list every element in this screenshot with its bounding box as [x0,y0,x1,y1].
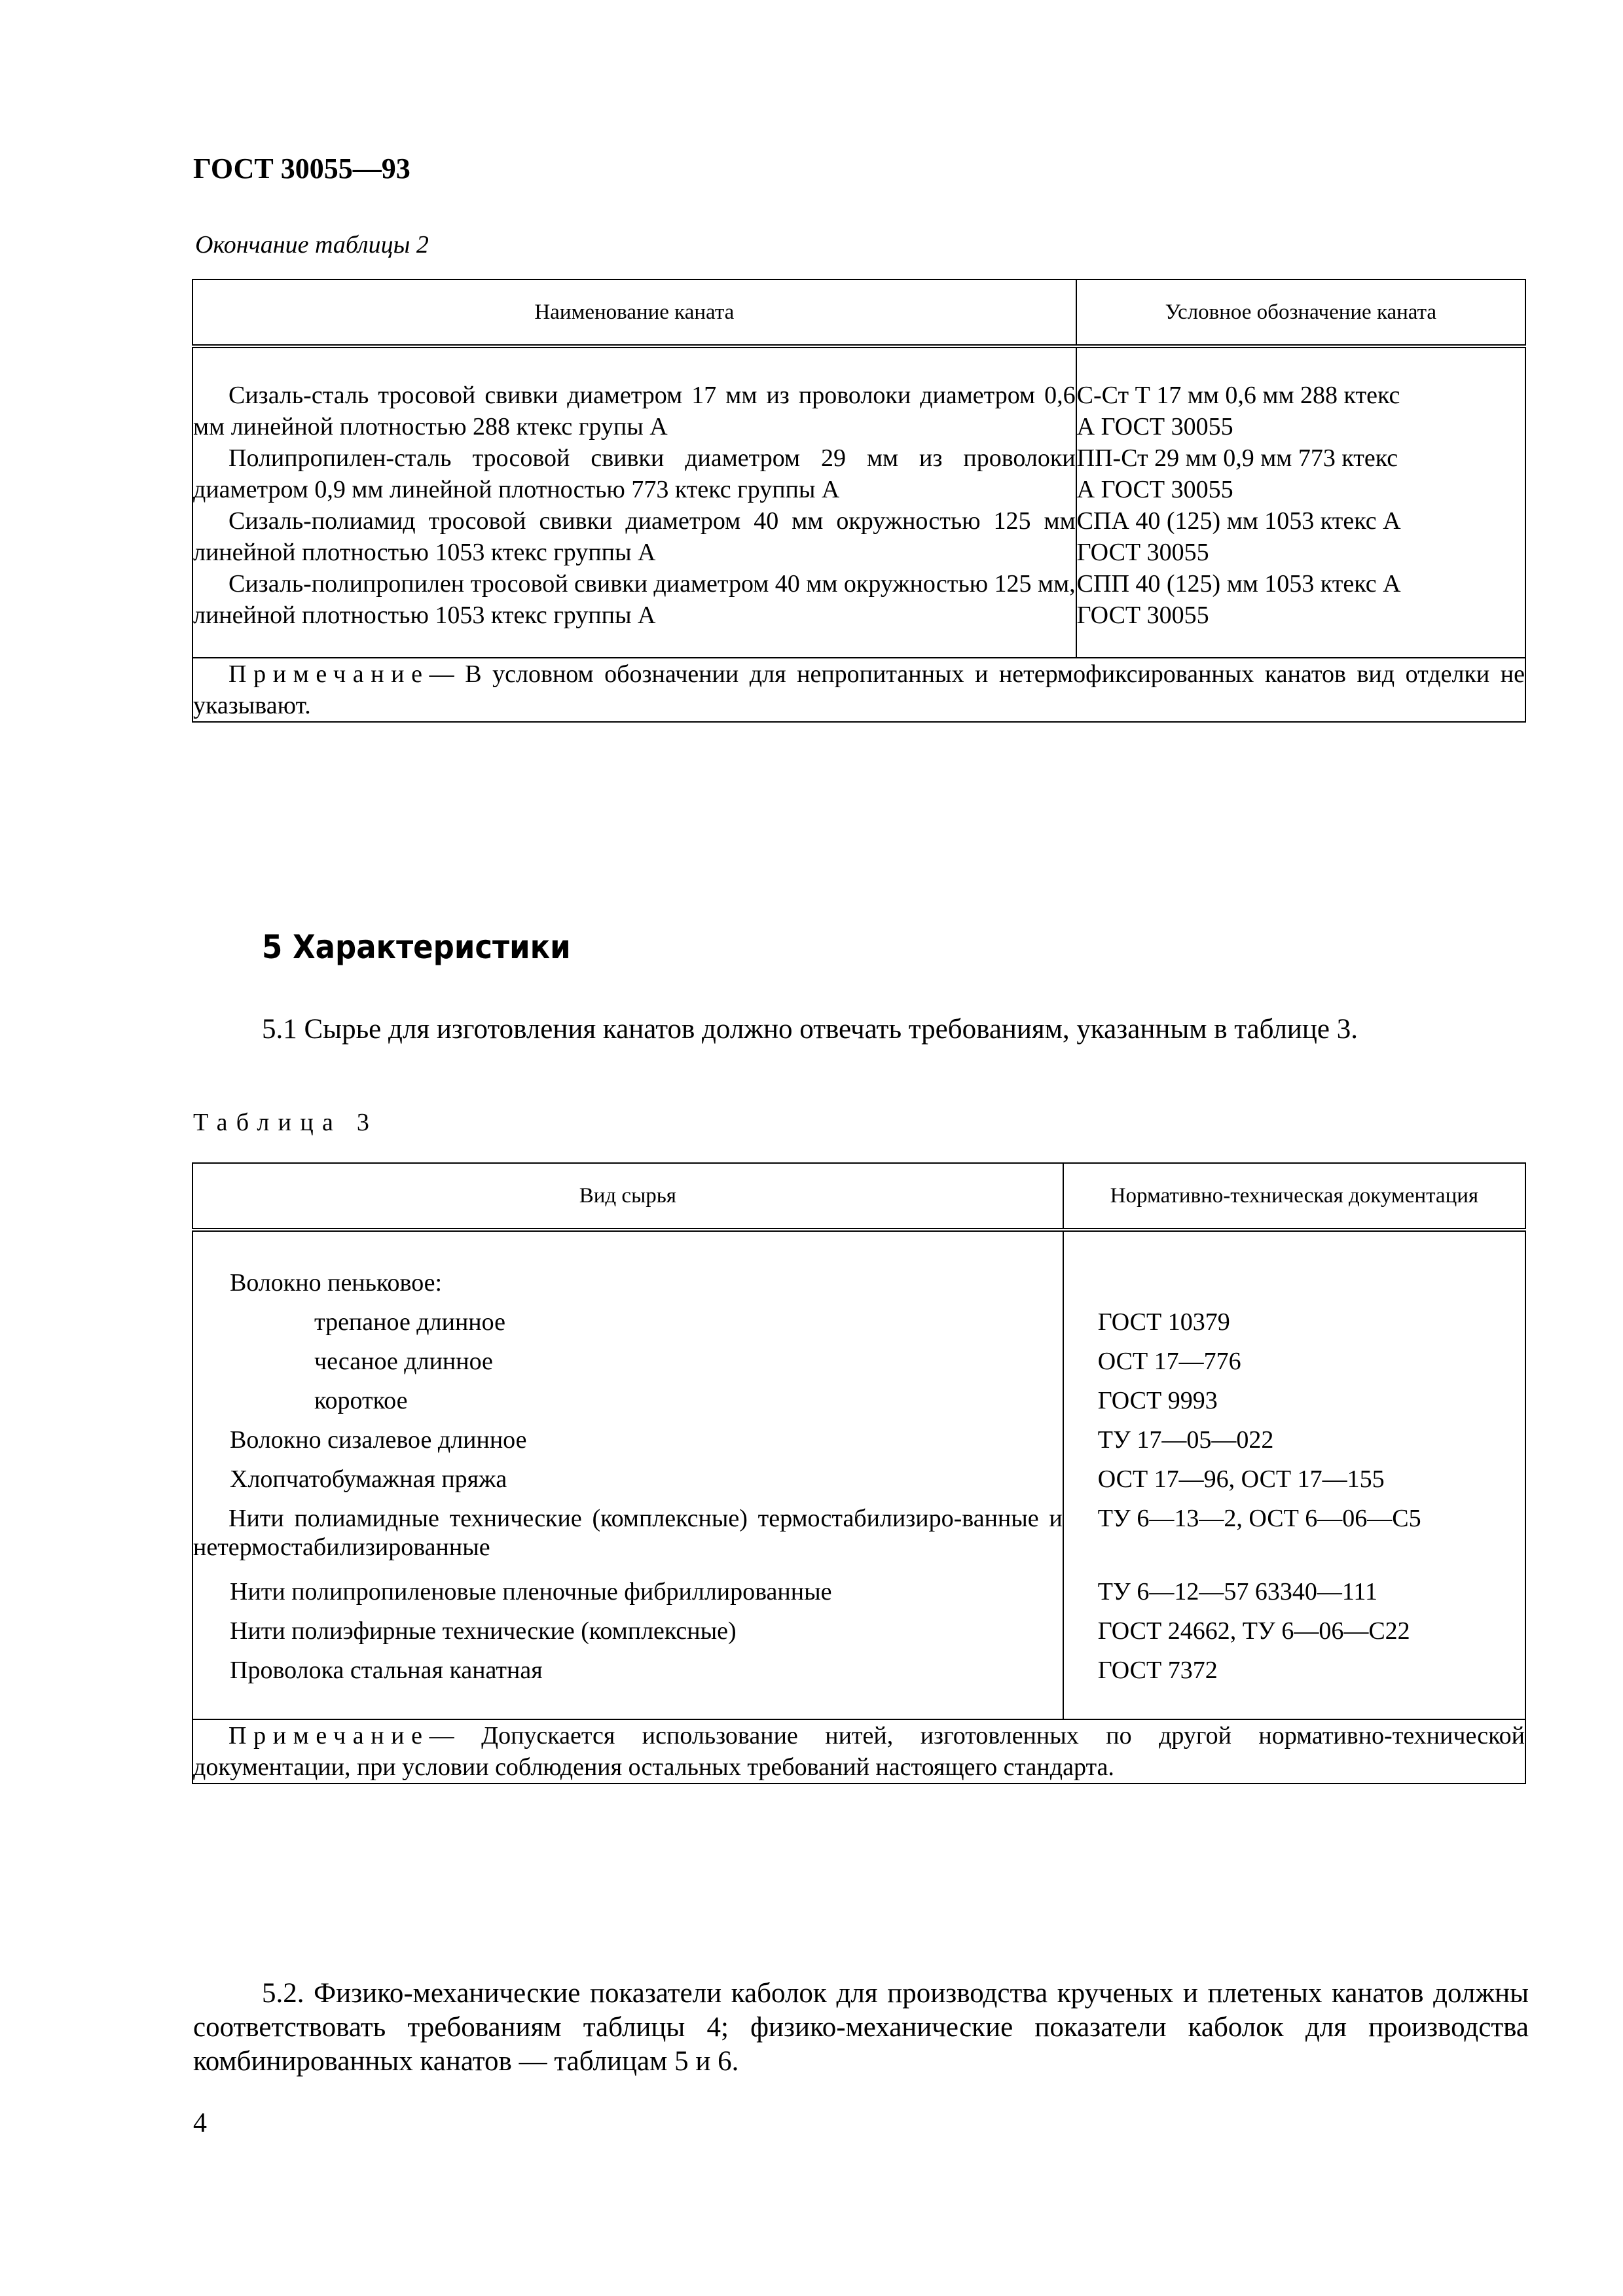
table3-header-name: Вид сырья [192,1163,1063,1230]
table-2 [192,279,1526,723]
table2-row-code: СПП 40 (125) мм 1053 ктекс А [1076,570,1401,598]
table3-docs [1063,1230,1525,1719]
table2-row-code: ГОСТ 30055 [1076,539,1209,566]
table3-row-name: Проволока стальная канатная [230,1657,543,1684]
paragraph-5-2: 5.2. Физико-механические показатели каболок для производства крученых и плетеных канатов должны соответствовать требованиям таблицы 4; физико-механические показатели каболок для производства комбинированных канатов — таблицам 5 и 6. [193,1978,1529,2077]
table2-row-code: СПА 40 (125) мм 1053 ктекс А [1076,507,1401,535]
table3-note [192,1719,1525,1784]
table3-row-doc: ТУ 6—12—57 63340—111 [1097,1578,1378,1605]
table3-names [192,1230,1063,1719]
table2-row-code: ПП-Ст 29 мм 0,9 мм 773 ктекс [1076,444,1398,472]
table3-row-name: Волокно сизалевое длинное [230,1426,527,1454]
table3-row-name: короткое [314,1387,408,1414]
page-header: ГОСТ 30055—93 [193,152,410,185]
table3-row-doc: ГОСТ 9993 [1097,1387,1218,1414]
table3-row-name: Хлопчатобумажная пряжа [230,1465,507,1493]
table2-note-row [192,658,1525,722]
table3-row-name: Нити полиамидные технические (комплексные) термостабилизиро-ванные и нетермостабилизированные [193,1505,1063,1561]
table2-header-row [192,279,1525,346]
table2-row-code: С-Ст Т 17 мм 0,6 мм 288 ктекс [1076,382,1400,409]
table3-row-doc: ОСТ 17—96, ОСТ 17—155 [1097,1465,1385,1493]
table2-row-name: Полипропилен-сталь тросовой свивки диаметром 29 мм из проволоки диаметром 0,9 мм линейной плотностью 773 ктекс группы А [193,444,1076,503]
table2-row-code: А ГОСТ 30055 [1076,476,1233,503]
table3-row-name: Волокно пеньковое: [230,1269,443,1297]
paragraph-5-1: 5.1 Сырье для изготовления канатов должно отвечать требованиям, указанным в таблице 3. [262,1014,1359,1045]
table3-body [192,1230,1525,1719]
table2-caption: Окончание таблицы 2 [195,231,429,259]
table3-header-doc: Нормативно-техническая документация [1063,1163,1525,1230]
table2-body [192,346,1525,658]
table3-row-name: чесаное длинное [314,1348,493,1375]
table2-row-name: Сизаль-сталь тросовой свивки диаметром 17 мм из проволоки диаметром 0,6 мм линейной плотностью 288 ктекс групы А [193,382,1076,440]
table3-row-doc: ТУ 6—13—2, ОСТ 6—06—С5 [1097,1505,1421,1532]
table3-row-doc: ГОСТ 24662, ТУ 6—06—С22 [1097,1617,1410,1645]
table3-row-doc: ГОСТ 10379 [1097,1308,1230,1336]
table2-names [192,346,1076,658]
table3-row-name: Нити полипропиленовые пленочные фибриллированные [230,1578,832,1605]
table2-row-name: Сизаль-полипропилен тросовой свивки диаметром 40 мм окружностью 125 мм, линейной плотностью 1053 ктекс группы А [193,570,1076,629]
table2-header-name: Наименование каната [192,279,1076,346]
table3-row-doc [1064,1263,1525,1302]
table3-row-doc: ТУ 17—05—022 [1097,1426,1274,1454]
table2-header-code: Условное обозначение каната [1076,279,1525,346]
table3-row-doc: ОСТ 17—776 [1097,1348,1241,1375]
note-text: — В условном обозначении для непропитанных и нетермофиксированных канатов вид отделки не указывают. [193,660,1525,719]
section-title: 5 Характеристики [262,928,571,966]
table3-row-name: Нити полиэфирные технические (комплексные) [230,1617,737,1645]
table3-row-doc: ГОСТ 7372 [1097,1657,1218,1684]
table3-header-row [192,1163,1525,1230]
page-number: 4 [193,2108,207,2138]
table2-row-name: Сизаль-полиамид тросовой свивки диаметром 40 мм окружностью 125 мм линейной плотностью 1053 ктекс группы А [193,507,1076,566]
table3-caption: Таблица 3 [193,1109,378,1136]
note-label: Примечание [228,1722,429,1749]
note-text: — Допускается использование нитей, изготовленных по другой нормативно-технической документации, при условии соблюдения остальных требований настоящего стандарта. [193,1722,1525,1781]
table-3 [192,1162,1526,1784]
table2-note [192,658,1525,722]
table2-row-code: А ГОСТ 30055 [1076,413,1233,440]
table3-row-name: трепаное длинное [314,1308,505,1336]
note-label: Примечание [228,660,429,688]
table3-note-row [192,1719,1525,1784]
table2-row-code: ГОСТ 30055 [1076,601,1209,629]
table2-codes [1076,346,1525,658]
